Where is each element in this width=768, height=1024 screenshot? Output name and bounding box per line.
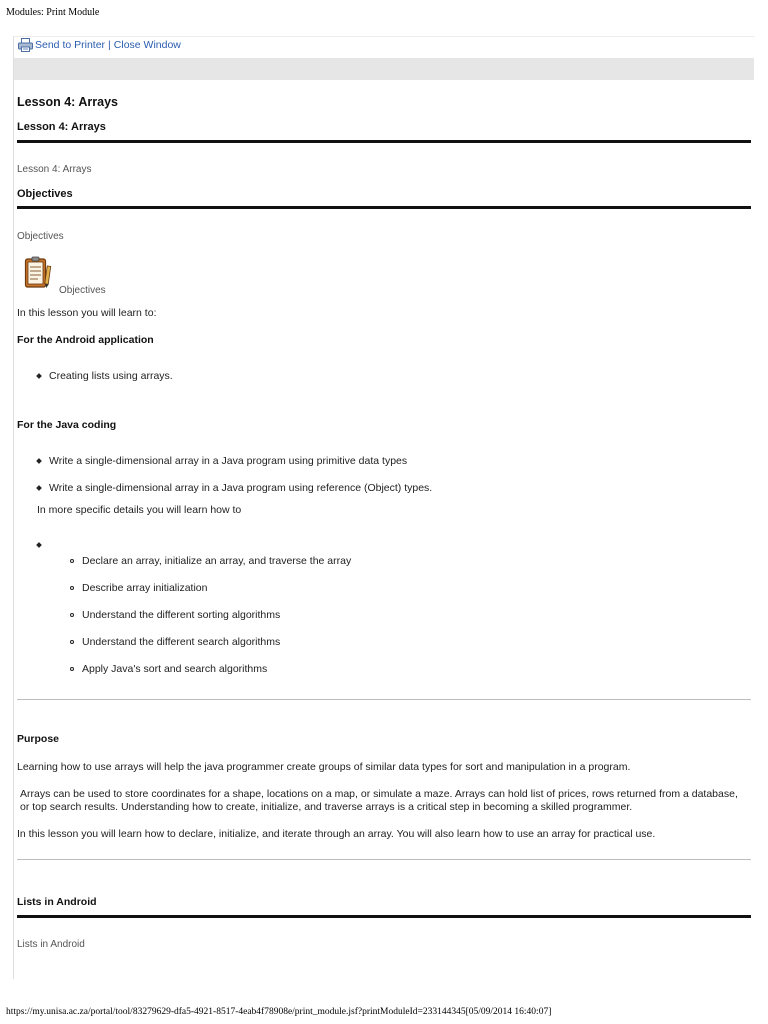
list-item [37,482,432,494]
printer-icon[interactable] [18,38,33,52]
lesson-title: Lesson 4: Arrays [17,95,118,109]
objectives-crumb: Objectives [17,231,64,242]
send-to-printer-link[interactable]: Send to Printer [35,39,106,51]
clipboard-icon [24,256,52,290]
list-item-text: Write a single-dimensional array in a Java program using reference (Object) types. [49,482,433,494]
list-item-text: Understand the different sorting algorithms [82,609,281,621]
section-divider [17,699,751,700]
section-divider [17,140,751,143]
purpose-paragraph [20,788,754,814]
list-item [37,370,173,382]
bullet-icon [70,667,74,671]
lesson-subtitle: Lesson 4: Arrays [17,121,106,133]
list-item-text: Write a single-dimensional array in a Java program using primitive data types [49,455,408,467]
close-window-link[interactable]: Close Window [113,39,181,51]
bullet-icon [70,559,74,563]
header-band [14,58,754,80]
print-toolbar [18,38,181,52]
list-item [70,555,351,567]
lists-heading: Lists in Android [17,896,97,908]
lesson-crumb: Lesson 4: Arrays [17,164,92,175]
bullet-icon [36,542,42,548]
list-item [37,455,407,467]
section-divider [17,206,751,209]
list-item-text: Declare an array, initialize an array, and traverse the array [82,555,352,567]
footer-url: https://my.unisa.ac.za/portal/tool/83279629-dfa5-4921-8517-4eab4f78908e/print_module.jsf?printModuleId=233144345[05/09/2014 16:40:07] [6,1007,552,1017]
list-item [70,609,280,621]
toolbar-separator: | [108,39,111,51]
purpose-paragraph: In this lesson you will learn how to declare, initialize, and iterate through an array. You will also learn how to use an array for practical use. [17,828,656,840]
bullet-icon [70,640,74,644]
section-divider [17,859,751,860]
objectives-heading: Objectives [17,188,73,200]
list-item-text: Apply Java's sort and search algorithms [82,663,268,675]
purpose-line: Arrays can be used to store coordinates for a shape, locations on a map, or simulate a maze. Arrays can hold list of prices, rows returned from a database, [20,788,738,800]
bullet-icon [70,586,74,590]
java-heading: For the Java coding [17,419,117,431]
list-item-text: Describe array initialization [82,582,208,594]
android-heading: For the Android application [17,334,154,346]
list-item-text: Understand the different search algorithms [82,636,281,648]
page-title: Modules: Print Module [6,7,100,18]
list-item [70,582,207,594]
list-item [37,543,49,547]
list-item [70,663,267,675]
purpose-paragraph: Learning how to use arrays will help the java programmer create groups of similar data types for sort and manipulation in a program. [17,761,631,773]
objectives-icon-caption: Objectives [59,285,106,296]
bullet-icon [36,485,42,491]
bullet-icon [36,373,42,379]
purpose-heading: Purpose [17,733,60,745]
purpose-line: or top search results. Understanding how to create, initialize, and traverse arrays is a critical step in becoming a skilled programmer. [20,801,633,813]
bullet-icon [36,458,42,464]
objectives-intro: In this lesson you will learn to: [17,307,157,319]
details-intro: In more specific details you will learn how to [37,504,242,516]
bullet-icon [70,613,74,617]
list-item [70,636,280,648]
lists-crumb: Lists in Android [17,939,85,950]
section-divider [17,915,751,918]
list-item-text: Creating lists using arrays. [49,370,173,382]
